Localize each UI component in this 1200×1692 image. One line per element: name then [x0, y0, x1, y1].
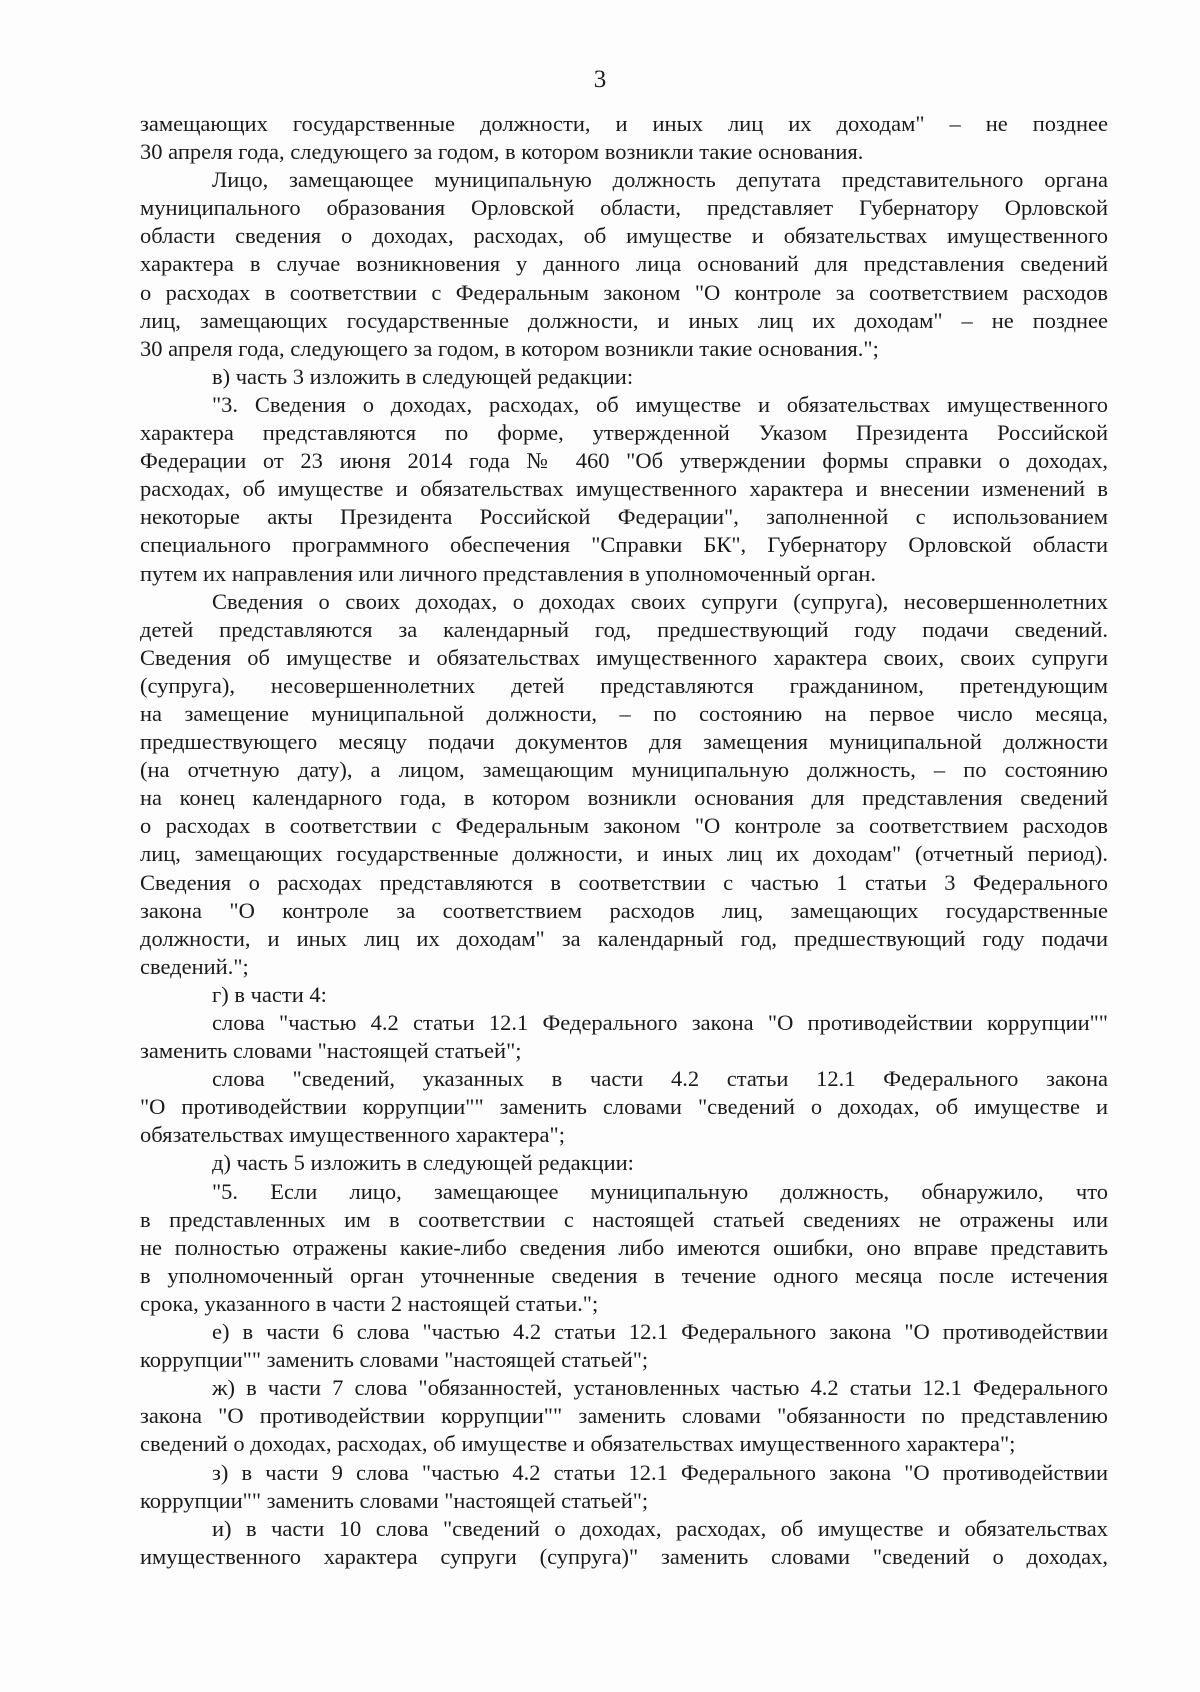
- text-line: Сведения о своих доходах, о доходах своих супруги (супруга), несовершеннолетних: [212, 588, 1108, 614]
- text-line: замещающих государственные должности, и иных лиц их доходам" – не позднее: [140, 111, 1108, 136]
- text-line: з) в части 9 слова "частью 4.2 статьи 12.1 Федерального закона "О противодействии: [212, 1459, 1108, 1485]
- text-line: "5. Если лицо, замещающее муниципальную должность, обнаружило, что: [212, 1178, 1108, 1204]
- text-line: характера представляются по форме, утвержденной Указом Президента Российской: [140, 420, 1108, 446]
- text-line: о расходах в соответствии с Федеральным законом "О контроле за соответствием расходов: [140, 813, 1108, 839]
- text-line: муниципального образования Орловской области, представляет Губернатору Орловской: [140, 195, 1108, 221]
- paragraph: [140, 1459, 1108, 1515]
- text-line: коррупции"" заменить словами "настоящей статьей";: [140, 1347, 649, 1373]
- paragraph: [140, 166, 1108, 363]
- paragraph: [140, 1065, 1108, 1149]
- text-line: слова "частью 4.2 статьи 12.1 Федерального закона "О противодействии коррупции"": [212, 1010, 1108, 1035]
- paragraph: [140, 981, 1108, 1009]
- text-line: специального программного обеспечения "Справки БК", Губернатору Орловской области: [140, 532, 1108, 558]
- text-line: закона "О контроле за соответствием расходов лиц, замещающих государственные: [140, 897, 1108, 923]
- text-line: имущественного характера супруги (супруга)" заменить словами "сведений о доходах,: [140, 1543, 1108, 1569]
- paragraph: [140, 1318, 1108, 1374]
- page-number: 3: [593, 66, 607, 93]
- text-line: в представленных им в соответствии с настоящей статьей сведениях не отражены или: [140, 1206, 1108, 1232]
- text-line: Лицо, замещающее муниципальную должность депутата представительного органа: [212, 167, 1108, 193]
- text-line: лиц, замещающих государственные должности, и иных лиц их доходам" – не позднее: [140, 307, 1108, 333]
- text-line: расходах, об имуществе и обязательствах имущественного характера и внесении изменений в: [140, 476, 1108, 502]
- text-line: "О противодействии коррупции"" заменить словами "сведений о доходах, об имуществе и: [140, 1094, 1108, 1120]
- text-line: срока, указанного в части 2 настоящей статьи.";: [140, 1290, 599, 1316]
- text-line: е) в части 6 слова "частью 4.2 статьи 12.1 Федерального закона "О противодействии: [212, 1319, 1108, 1345]
- text-line: 30 апреля года, следующего за годом, в котором возникли такие основания.: [140, 139, 864, 165]
- paragraph: [140, 1149, 1108, 1177]
- paragraph: [140, 1009, 1108, 1065]
- text-line: области сведения о доходах, расходах, об имуществе и обязательствах имущественного: [140, 223, 1108, 249]
- paragraph: [140, 110, 1108, 166]
- text-line: заменить словами "настоящей статьей";: [140, 1038, 522, 1064]
- text-line: коррупции"" заменить словами "настоящей статьей";: [140, 1487, 649, 1513]
- text-line: в) часть 3 изложить в следующей редакции:: [212, 363, 634, 389]
- text-line: закона "О противодействии коррупции"" заменить словами "обязанности по представлению: [140, 1403, 1108, 1429]
- paragraph: [140, 1515, 1108, 1571]
- text-line: сведений о доходах, расходах, об имуществе и обязательствах имущественного характера";: [140, 1431, 1016, 1457]
- text-line: г) в части 4:: [212, 981, 327, 1007]
- text-line: и) в части 10 слова "сведений о доходах, расходах, об имуществе и обязательствах: [212, 1515, 1108, 1541]
- text-line: "3. Сведения о доходах, расходах, об имуществе и обязательствах имущественного: [212, 391, 1108, 417]
- text-line: должности, и иных лиц их доходам" за календарный год, предшествующий году подачи: [140, 925, 1108, 951]
- text-line: детей представляются за календарный год, предшествующий году подачи сведений.: [140, 616, 1108, 642]
- text-line: некоторые акты Президента Российской Федерации", заполненной с использованием: [140, 504, 1108, 530]
- text-line: (супруга), несовершеннолетних детей представляются гражданином, претендующим: [140, 672, 1108, 698]
- text-line: о расходах в соответствии с Федеральным законом "О контроле за соответствием расходов: [140, 279, 1108, 305]
- paragraph: [140, 1374, 1108, 1458]
- text-line: обязательствах имущественного характера";: [140, 1122, 565, 1148]
- text-line: Сведения об имуществе и обязательствах имущественного характера своих, своих супруги: [140, 644, 1108, 670]
- text-line: характера в случае возникновения у данного лица оснований для представления сведений: [140, 251, 1108, 277]
- text-line: путем их направления или личного представления в уполномоченный орган.: [140, 560, 876, 586]
- text-line: на конец календарного года, в котором возникли основания для представления сведений: [140, 785, 1108, 811]
- text-line: Федерации от 23 июня 2014 года № 460 "Об утверждении формы справки о доходах,: [140, 448, 1108, 474]
- text-line: в уполномоченный орган уточненные сведения в течение одного месяца после истечения: [140, 1262, 1108, 1288]
- text-line: сведений.";: [140, 953, 249, 979]
- text-line: слова "сведений, указанных в части 4.2 статьи 12.1 Федерального закона: [212, 1066, 1108, 1092]
- text-line: (на отчетную дату), а лицом, замещающим муниципальную должность, – по состоянию: [140, 757, 1108, 783]
- paragraph: [140, 391, 1108, 588]
- paragraph: [140, 363, 1108, 391]
- text-line: Сведения о расходах представляются в соответствии с частью 1 статьи 3 Федерального: [140, 869, 1108, 895]
- text-line: д) часть 5 изложить в следующей редакции:: [212, 1150, 634, 1176]
- text-line: ж) в части 7 слова "обязанностей, установленных частью 4.2 статьи 12.1 Федерального: [212, 1375, 1108, 1401]
- paragraph: [140, 588, 1108, 981]
- text-line: не полностью отражены какие-либо сведения либо имеются ошибки, оно вправе представить: [140, 1234, 1108, 1260]
- text-line: 30 апреля года, следующего за годом, в котором возникли такие основания.";: [140, 335, 879, 361]
- document-body: [140, 110, 1108, 1571]
- text-line: предшествующего месяцу подачи документов для замещения муниципальной должности: [140, 729, 1108, 755]
- text-line: на замещение муниципальной должности, – по состоянию на первое число месяца,: [140, 700, 1108, 726]
- text-line: лиц, замещающих государственные должности, и иных лиц их доходам" (отчетный период).: [140, 841, 1108, 867]
- paragraph: [140, 1178, 1108, 1318]
